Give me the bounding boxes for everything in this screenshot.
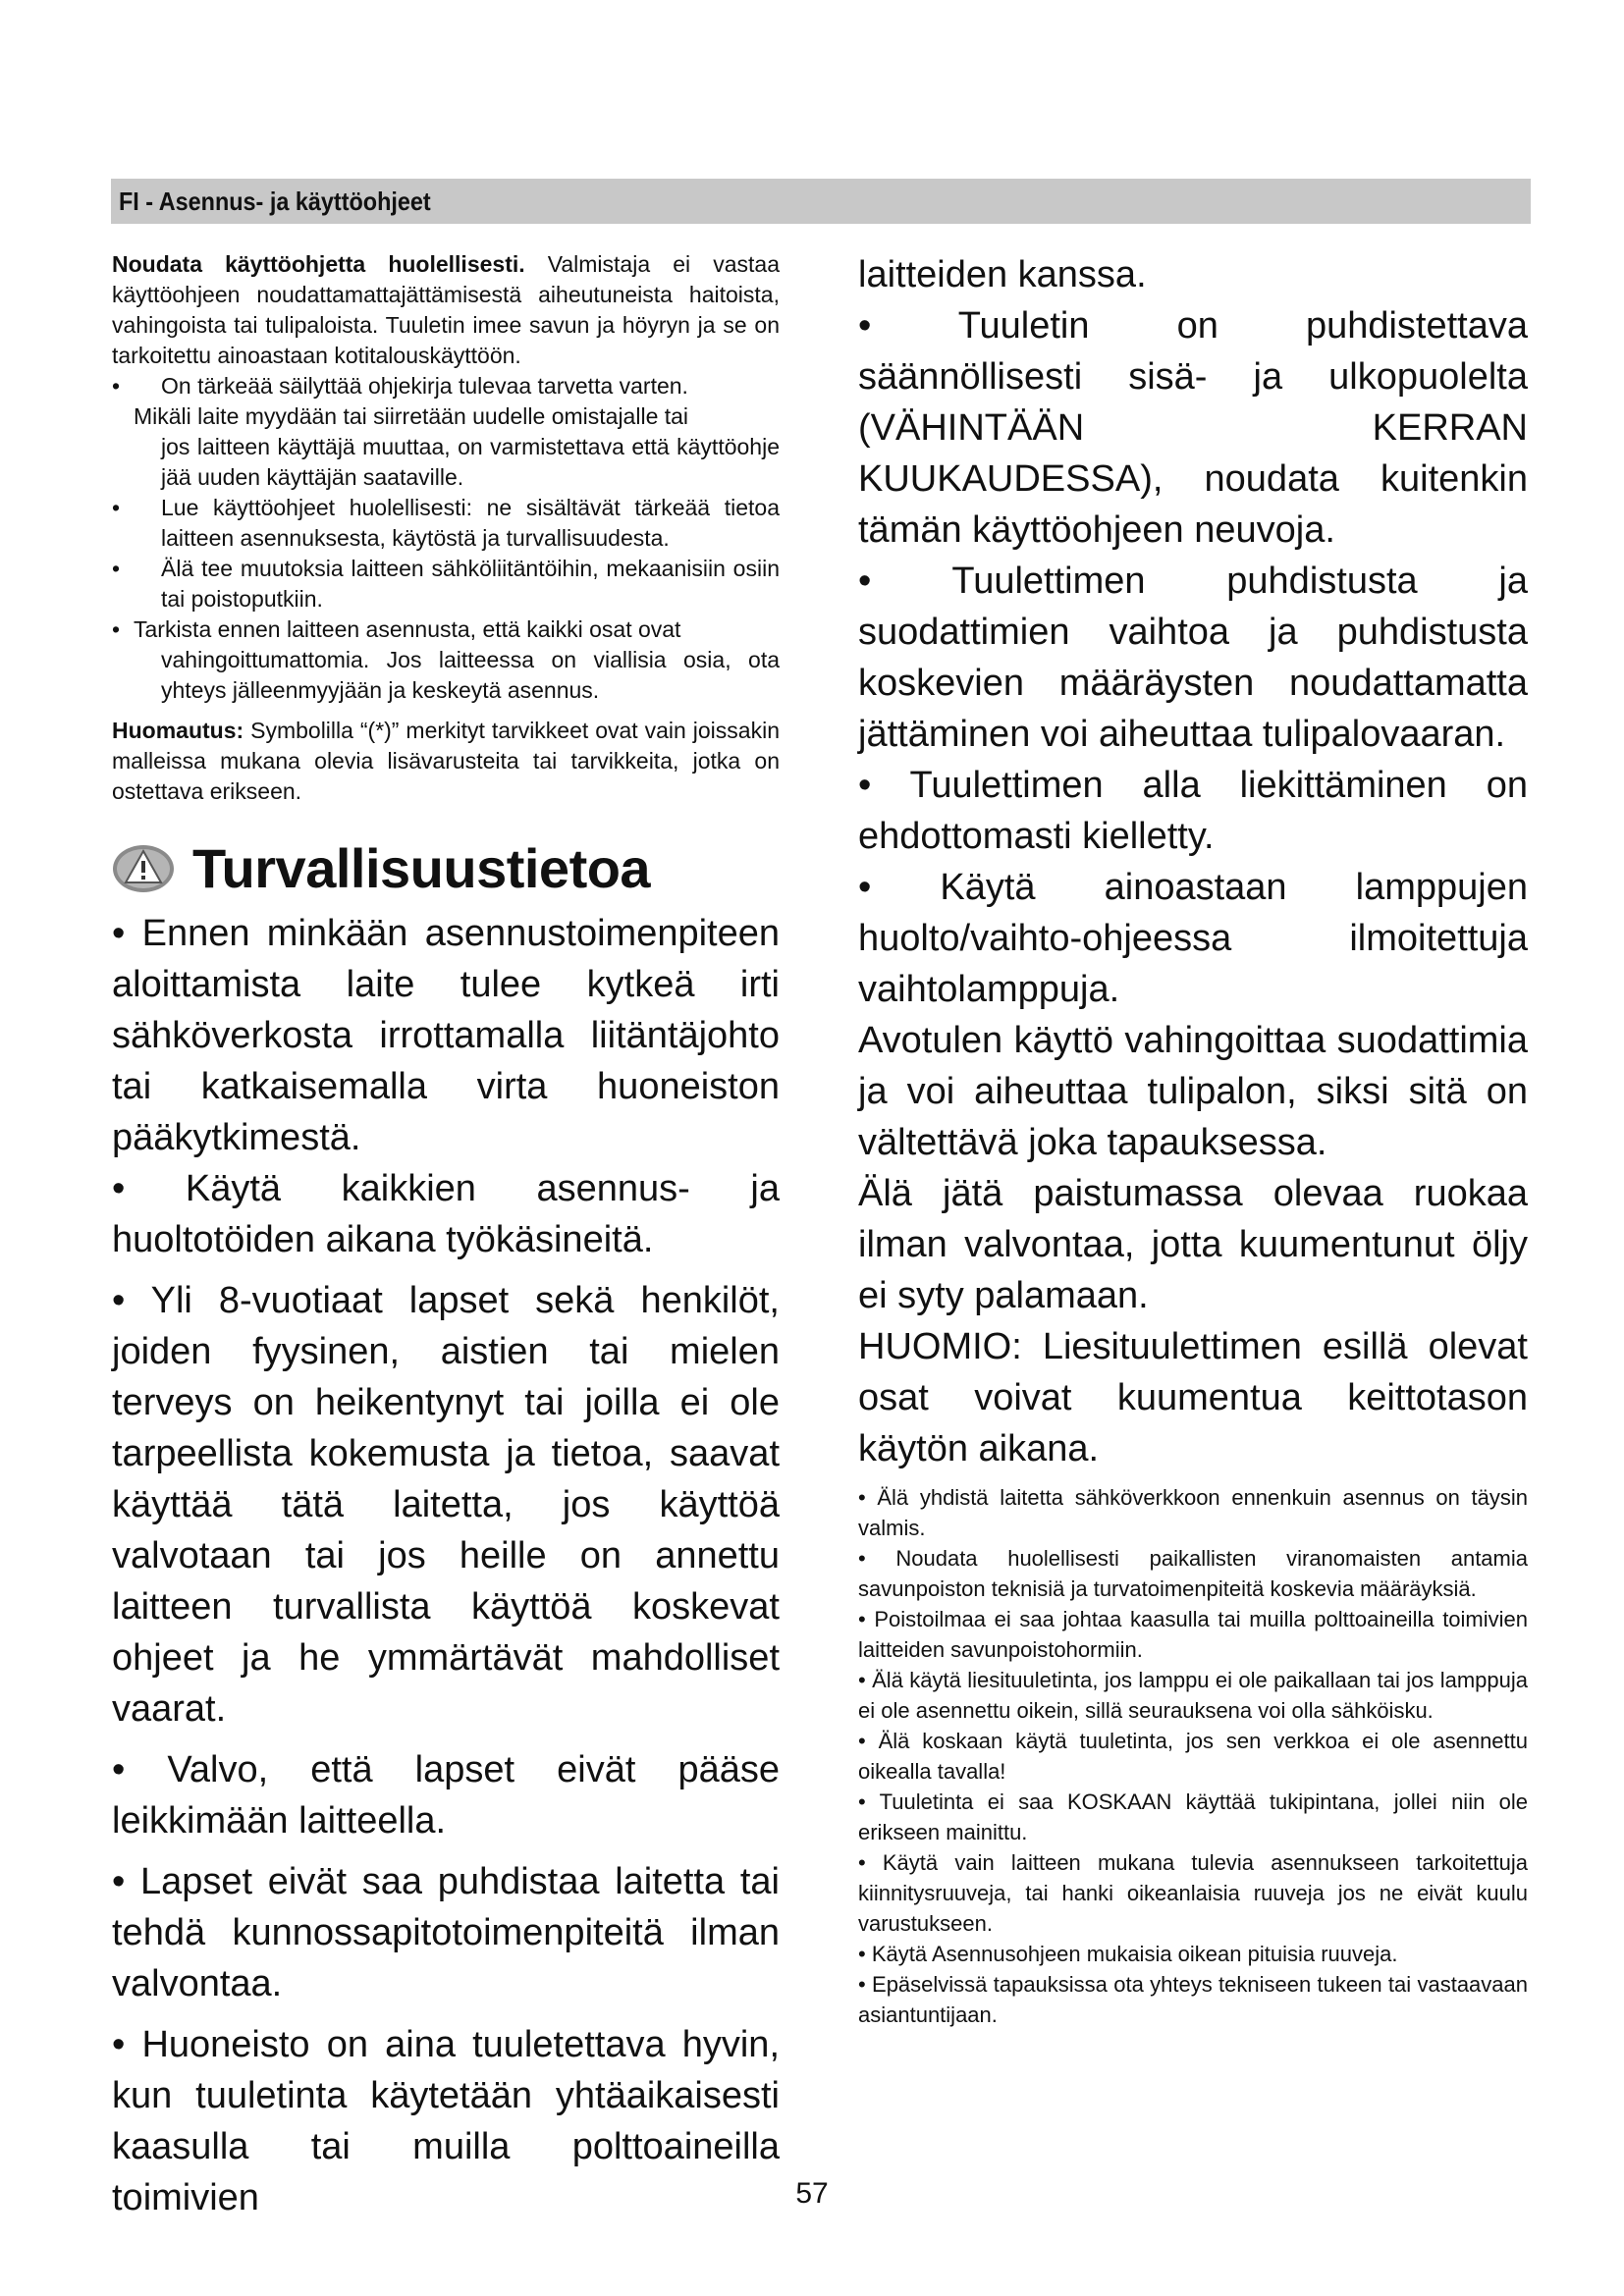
note-paragraph (112, 716, 780, 807)
bullet-dot: • (112, 495, 121, 520)
intro-lead-bold: Noudata käyttöohjetta huolellisesti. (112, 251, 525, 277)
intro-bullet-continuation: jos laitteen käyttäjä muuttaa, on varmistettava että käyttöohje jää uuden käyttäjän saataville. (161, 434, 780, 490)
safety-item: • Valvo, että lapset eivät pääse leikkimään laitteella. (112, 1749, 780, 1842)
page-number: 57 (795, 2177, 829, 2210)
intro-bullet (112, 554, 780, 614)
intro-lead-text: Valmistaja ei vastaa käyttöohjeen noudattamattajättämisestä aiheutuneista haitoista, vahingoista tai tulipaloista. Tuuletin imee savun ja höyryn ja se on tarkoitettu ainoastaan kotitalouskäyttöön. (112, 251, 780, 368)
intro-bullet (112, 493, 780, 554)
safety-item: • Ennen minkään asennustoimenpiteen aloittamista laite tulee kytkeä irti sähköverkosta irrottamalla liitäntäjohto tai katkaisemalla virta huoneiston pääkytkimestä. (112, 913, 780, 1158)
safety-small-item: • Käytä Asennusohjeen mukaisia oikean pituisia ruuveja. (858, 1942, 1398, 1966)
warning-icon (112, 843, 175, 894)
safety-small-item: • Älä käytä liesituuletinta, jos lamppu ei ole paikallaan tai jos lamppuja ei ole asennettu oikein, sillä seurauksena voi olla sähköisku. (858, 1668, 1528, 1723)
safety-small-item: • Käytä vain laitteen mukana tulevia asennukseen tarkoitettuja kiinnitysruuveja, tai hanki oikeanlaisia ruuveja jos ne eivät kuulu varustukseen. (858, 1850, 1528, 1936)
note-symbol: “(*)” (359, 718, 400, 743)
intro-bullet-continuation: Mikäli laite myydään tai siirretään uudelle omistajalle tai (134, 403, 689, 429)
safety-item: • Tuuletin on puhdistettava säännöllisesti sisä- ja ulkopuolelta (VÄHINTÄÄN KERRAN KUUKAUDESSA), noudata kuitenkin tämän käyttöohjeen neuvoja. (858, 305, 1528, 551)
safety-item: Älä jätä paistumassa olevaa ruokaa ilman valvontaa, jotta kuumentunut öljy ei syty palamaan. (858, 1173, 1528, 1316)
note-text: merkityt tarvikkeet ovat vain joissakin malleissa mukana olevia lisävarusteita tai tarvikkeita, jotka on ostettava erikseen. (112, 718, 780, 804)
safety-small-item: • Epäselvissä tapauksissa ota yhteys tekniseen tukeen tai vastaavaan asiantuntijaan. (858, 1972, 1528, 2027)
safety-small-item: • Älä koskaan käytä tuuletinta, jos sen verkkoa ei ole asennettu oikealla tavalla! (858, 1729, 1528, 1784)
note-text: Symbolilla (244, 718, 360, 743)
intro-bullet-text: Älä tee muutoksia laitteen sähköliitäntöihin, mekaanisiin osiin tai poistoputkiin. (161, 556, 780, 612)
bullet-dot: • (112, 373, 121, 399)
safety-small-item: • Poistoilmaa ei saa johtaa kaasulla tai muilla polttoaineilla toimivien laitteiden savunpoistohormiin. (858, 1607, 1528, 1662)
right-column (858, 249, 1528, 2030)
left-column (112, 249, 780, 2223)
intro-bullet-continuation: vahingoittumattomia. Jos laitteessa on viallisia osia, ota yhteys jälleenmyyjään ja keskeytä asennus. (161, 647, 780, 703)
bullet-dot: • (112, 556, 121, 581)
safety-item: • Käytä ainoastaan lamppujen huolto/vaihto-ohjeessa ilmoitettuja vaihtolamppuja. (858, 867, 1528, 1010)
safety-heading (112, 836, 780, 900)
safety-item: • Käytä kaikkien asennus- ja huoltotöiden aikana työkäsineitä. (112, 1168, 780, 1260)
section-header-title: FI - Asennus- ja käyttöohjeet (119, 187, 431, 216)
safety-item: HUOMIO: Liesituulettimen esillä olevat osat voivat kuumentua keittotason käytön aikana. (858, 1326, 1528, 1469)
intro-bullet (112, 614, 780, 645)
bullet-dot: • (112, 616, 121, 642)
intro-bullet (112, 371, 780, 401)
safety-item: • Tuulettimen alla liekittäminen on ehdottomasti kielletty. (858, 765, 1528, 857)
intro-paragraph (112, 249, 780, 371)
intro-bullet-text: On tärkeää säilyttää ohjekirja tulevaa tarvetta varten. (161, 373, 688, 399)
section-header-bar (111, 179, 1531, 224)
safety-item: Avotulen käyttö vahingoittaa suodattimia ja voi aiheuttaa tulipalon, siksi sitä on vältettävä joka tapauksessa. (858, 1020, 1528, 1163)
safety-title: Turvallisuustietoa (192, 837, 651, 899)
intro-bullet-text: Lue käyttöohjeet huolellisesti: ne sisältävät tärkeää tietoa laitteen asennuksesta, käytöstä ja turvallisuudesta. (161, 495, 780, 551)
safety-item: • Tuulettimen puhdistusta ja suodattimien vaihtoa ja puhdistusta koskevien määräysten noudattamatta jättäminen voi aiheuttaa tulipalovaaran. (858, 561, 1528, 755)
safety-small-item: • Noudata huolellisesti paikallisten viranomaisten antamia savunpoiston teknisiä ja turvatoimenpiteitä koskevia määräyksiä. (858, 1546, 1528, 1601)
safety-small-item: • Tuuletinta ei saa KOSKAAN käyttää tukipintana, jollei niin ole erikseen mainittu. (858, 1789, 1528, 1844)
safety-small-item: • Älä yhdistä laitetta sähköverkkoon ennenkuin asennus on täysin valmis. (858, 1485, 1528, 1540)
safety-item: • Huoneisto on aina tuuletettava hyvin, kun tuuletinta käytetään yhtäaikaisesti kaasulla tai muilla polttoaineilla toimivien (112, 2024, 780, 2218)
spacer (858, 1474, 1528, 1482)
safety-item: • Yli 8-vuotiaat lapset sekä henkilöt, joiden fyysinen, aistien tai mielen terveys on heikentynyt tai joilla ei ole tarpeellista kokemusta ja tietoa, saavat käyttää tätä laitetta, jos käyttöä valvotaan tai jos heille on annettu laitteen turvallista käyttöä koskevat ohjeet ja he ymmärtävät mahdolliset vaarat. (112, 1280, 780, 1730)
intro-bullet-text: Tarkista ennen laitteen asennusta, että kaikki osat ovat (134, 616, 681, 642)
safety-item: laitteiden kanssa. (858, 254, 1147, 295)
safety-item: • Lapset eivät saa puhdistaa laitetta tai tehdä kunnossapitotoimenpiteitä ilman valvontaa. (112, 1861, 780, 2004)
note-label: Huomautus: (112, 718, 244, 743)
